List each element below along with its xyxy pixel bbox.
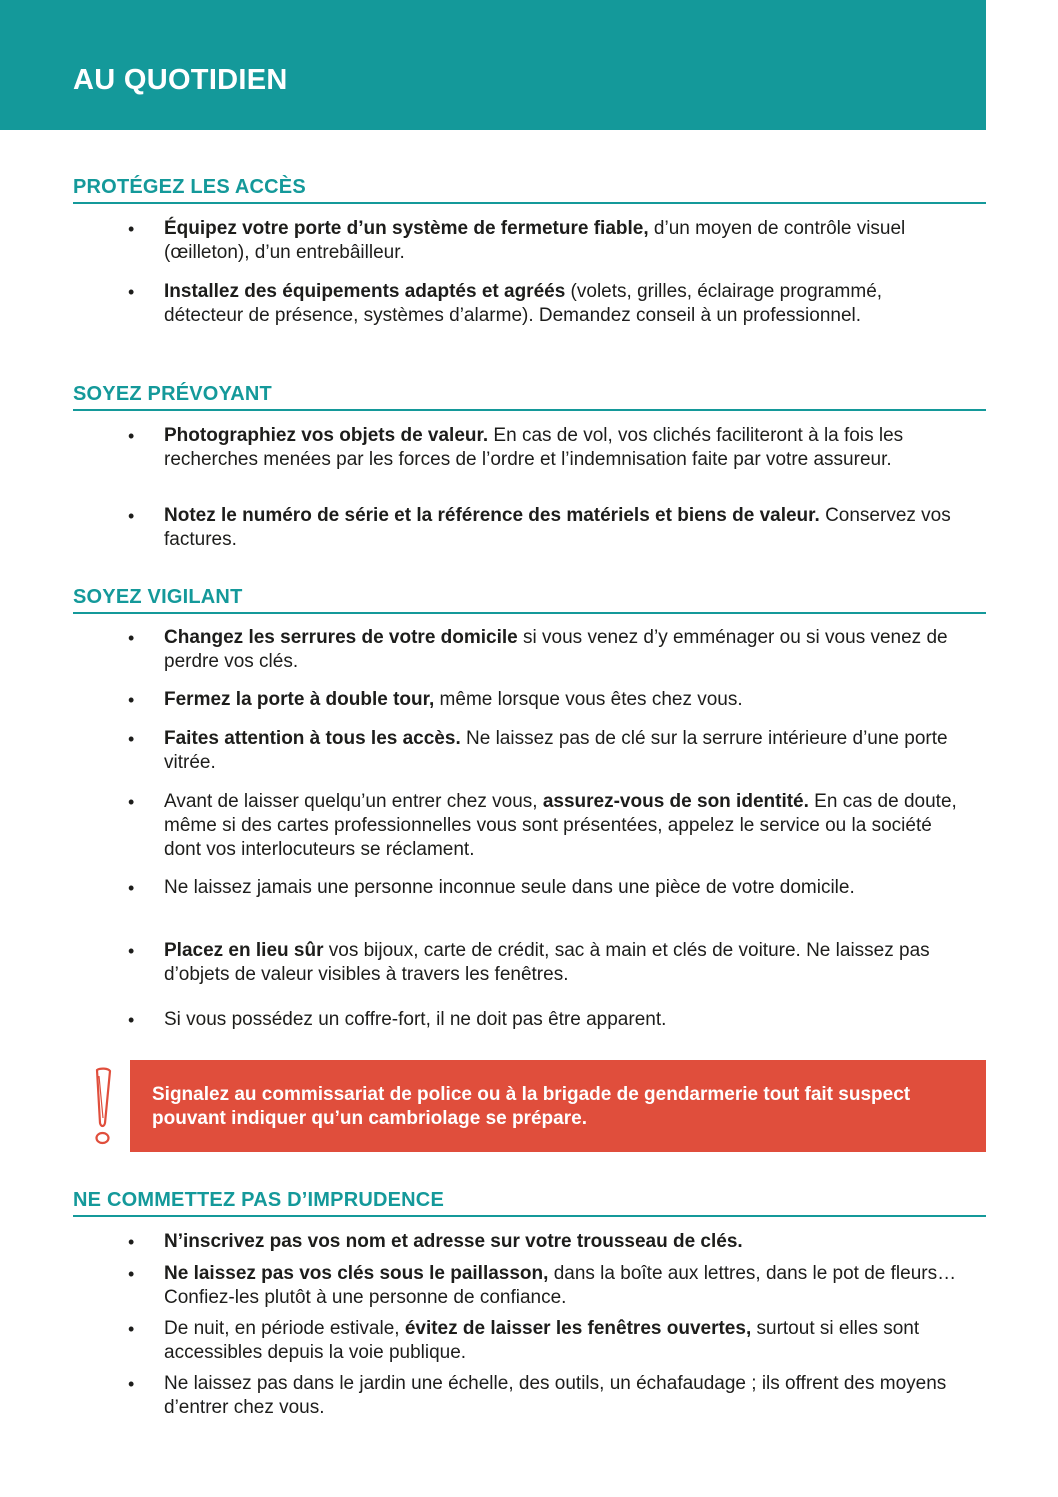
page-title: AU QUOTIDIEN: [73, 64, 288, 96]
list-item: • Photographiez vos objets de valeur. En cas de vol, vos clichés faciliteront à la fois les recherches menées par les forces de l’ordre et l’indemnisation faite par votre assureur.: [164, 424, 964, 472]
list-item: • Fermez la porte à double tour, même lorsque vous êtes chez vous.: [164, 688, 964, 712]
section-heading: PROTÉGEZ LES ACCÈS: [73, 176, 986, 204]
list-item: • Équipez votre porte d’un système de fermeture fiable, d’un moyen de contrôle visuel (œilleton), d’un entrebâilleur.: [164, 217, 964, 265]
list-item: • Ne laissez pas vos clés sous le paillasson, dans la boîte aux lettres, dans le pot de fleurs… Confiez-les plutôt à une personne de confiance.: [164, 1262, 964, 1310]
list-item: • Ne laissez pas dans le jardin une échelle, des outils, un échafaudage ; ils offrent des moyens d’entrer chez vous.: [164, 1372, 964, 1420]
list-item: • Avant de laisser quelqu’un entrer chez vous, assurez-vous de son identité. En cas de doute, même si des cartes professionnelles vous sont présentées, appelez le service ou la société dont vos interlocuteurs se réclament.: [164, 790, 964, 862]
list-item: • Faites attention à tous les accès. Ne laissez pas de clé sur la serrure intérieure d’une porte vitrée.: [164, 727, 964, 775]
list-item: • Ne laissez jamais une personne inconnue seule dans une pièce de votre domicile.: [164, 876, 964, 900]
section-soyez-vigilant: [73, 586, 986, 1030]
list-item: • De nuit, en période estivale, évitez de laisser les fenêtres ouvertes, surtout si elles sont accessibles depuis la voie publique.: [164, 1317, 964, 1365]
section-protegez-les-acces: [73, 176, 986, 326]
section-heading: NE COMMETTEZ PAS D’IMPRUDENCE: [73, 1189, 986, 1217]
exclamation-icon: [88, 1066, 118, 1148]
list-item: • Notez le numéro de série et la référence des matériels et biens de valeur. Conservez vos factures.: [164, 504, 964, 552]
list-item: • Installez des équipements adaptés et agréés (volets, grilles, éclairage programmé, détecteur de présence, systèmes d’alarme). Demandez conseil à un professionnel.: [164, 280, 964, 328]
alert-box: [130, 1060, 986, 1152]
list-item: • N’inscrivez pas vos nom et adresse sur votre trousseau de clés.: [164, 1230, 964, 1254]
section-heading: SOYEZ VIGILANT: [73, 586, 986, 614]
header-band: [0, 0, 986, 130]
alert-text: Signalez au commissariat de police ou à la brigade de gendarmerie tout fait suspect pouvant indiquer qu’un cambriolage se prépare.: [152, 1084, 911, 1129]
list-item: • Changez les serrures de votre domicile si vous venez d’y emménager ou si vous venez de perdre vos clés.: [164, 626, 964, 674]
section-ne-commettez-pas-d-imprudence: [73, 1189, 986, 1418]
section-soyez-prevoyant: [73, 383, 986, 550]
list-item: • Si vous possédez un coffre-fort, il ne doit pas être apparent.: [164, 1008, 964, 1032]
list-item: • Placez en lieu sûr vos bijoux, carte de crédit, sac à main et clés de voiture. Ne laissez pas d’objets de valeur visibles à travers les fenêtres.: [164, 939, 964, 987]
section-heading: SOYEZ PRÉVOYANT: [73, 383, 986, 411]
